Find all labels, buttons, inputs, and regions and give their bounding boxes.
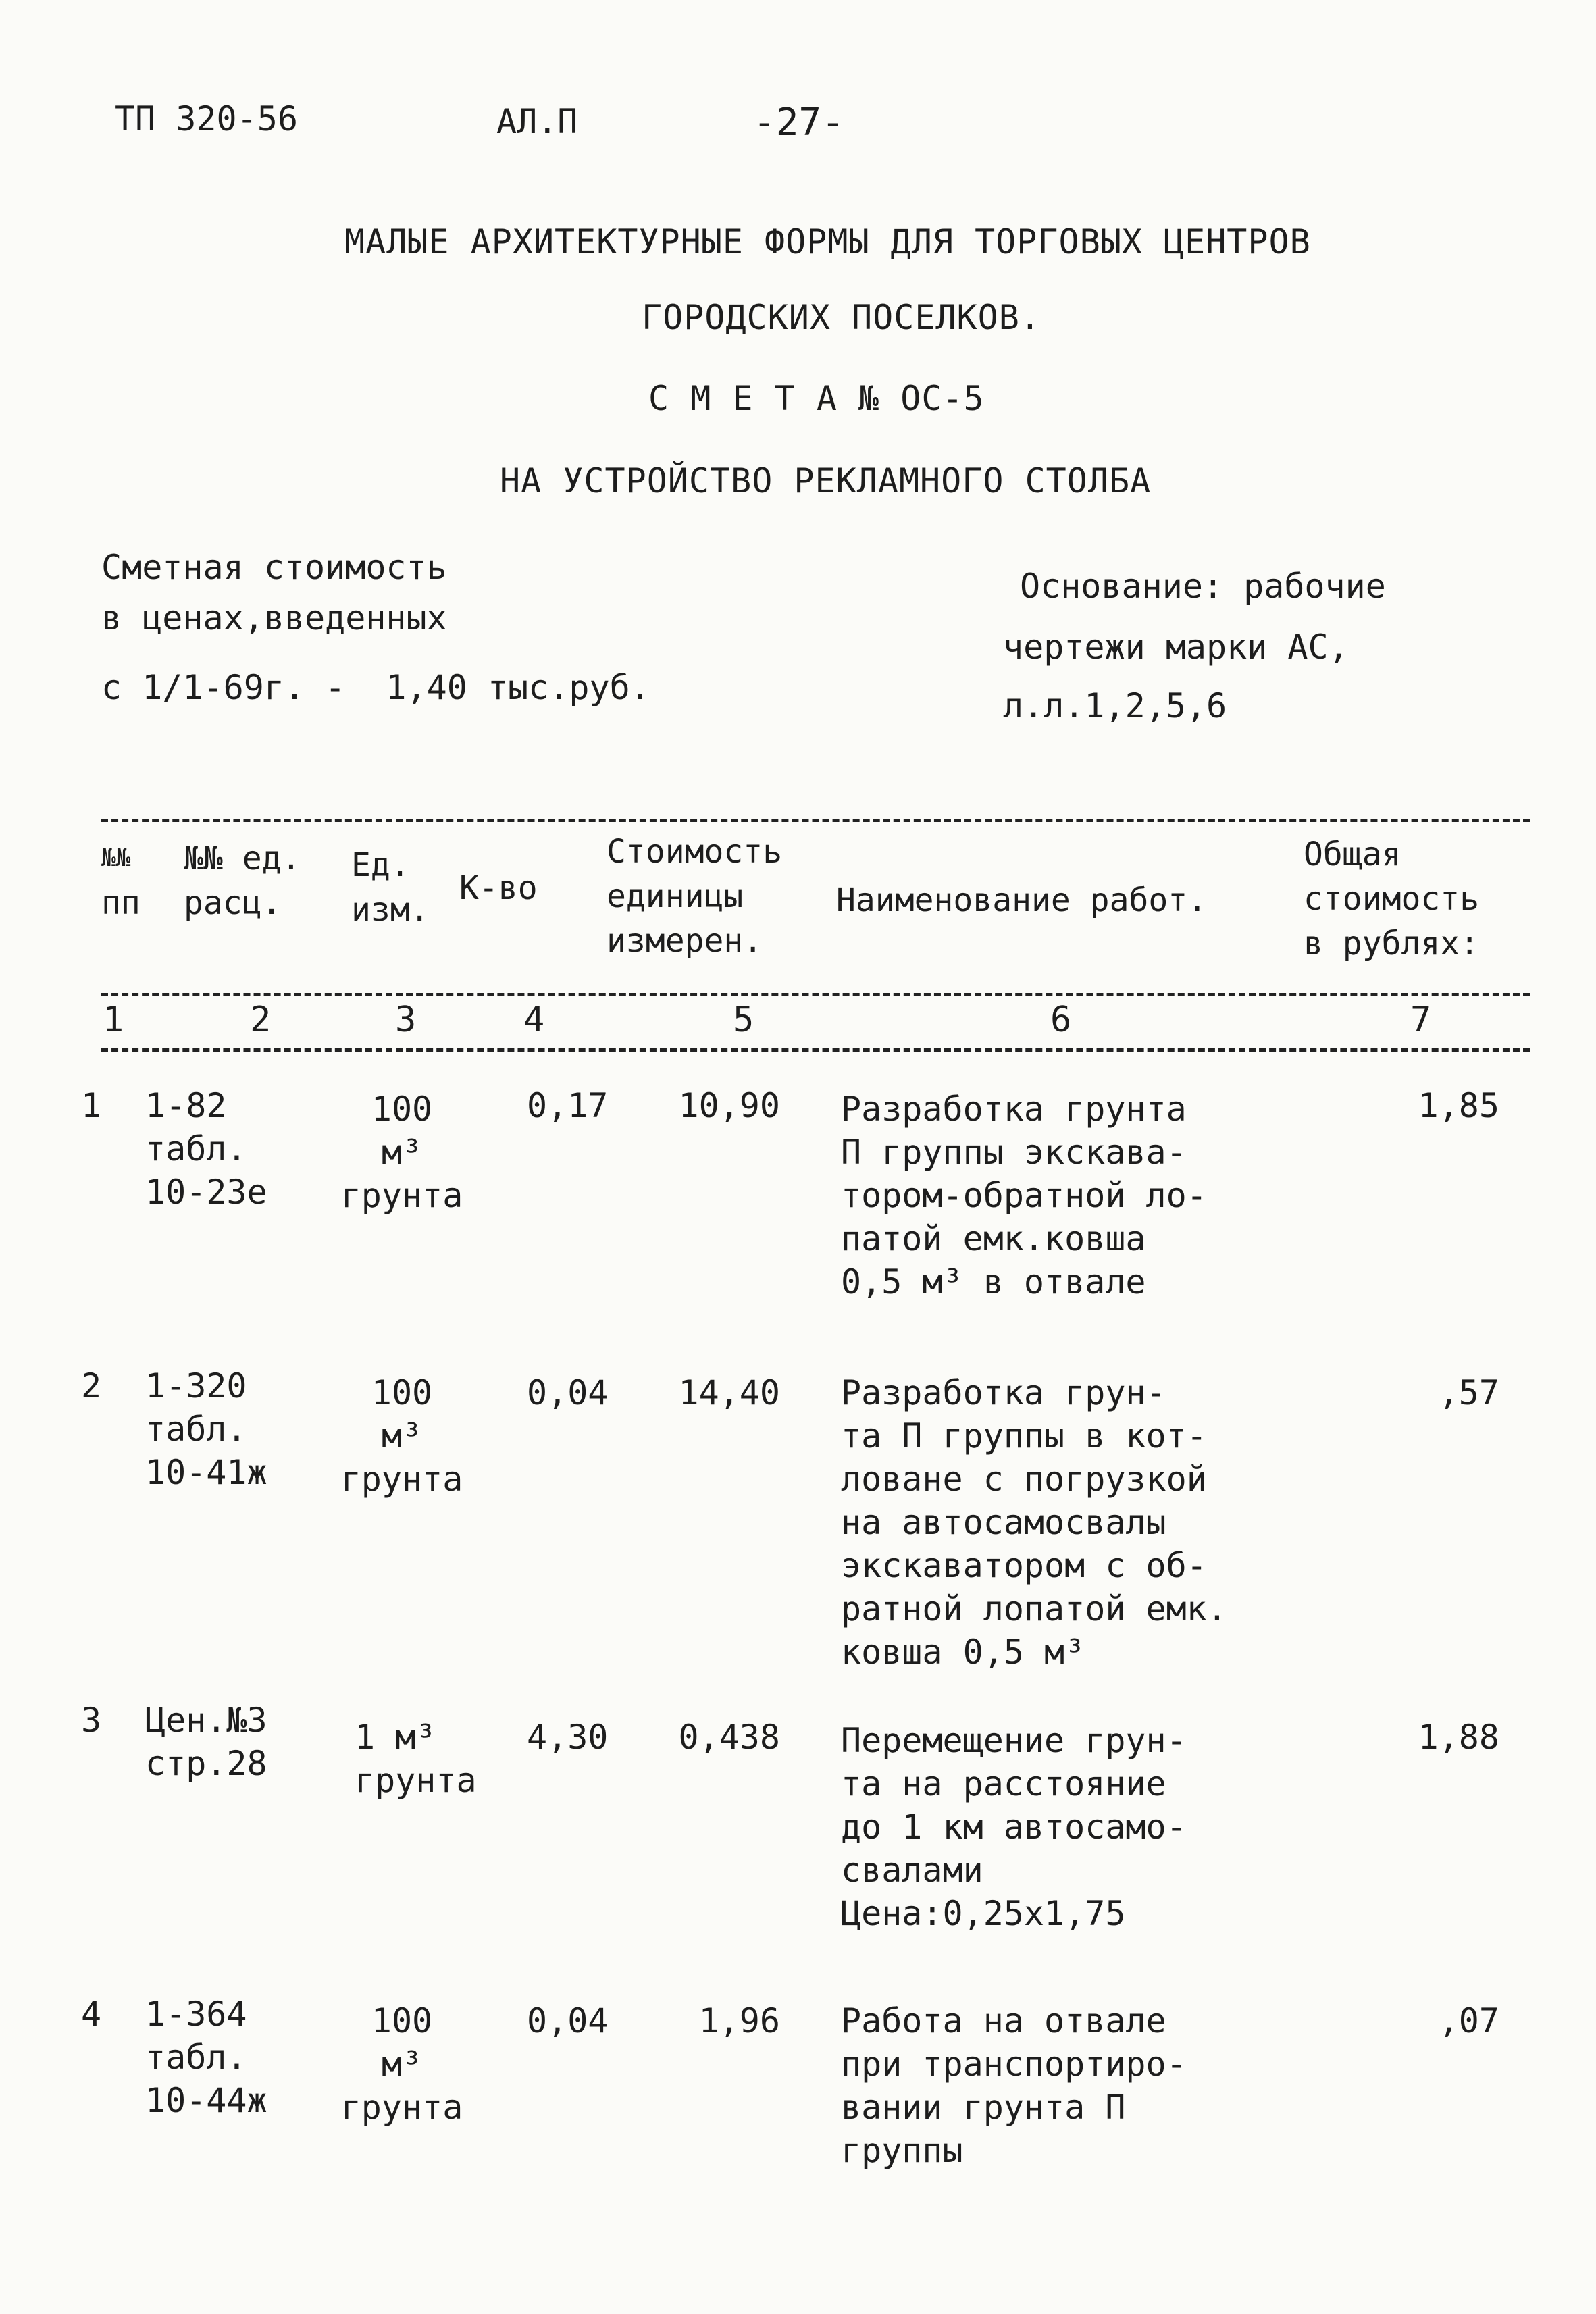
work-name: Работа на отвале при транспортиро- вании грунта П группы <box>841 2001 1187 2170</box>
work-name: Разработка грунта П группы экскава- тором-обратной ло- патой емк.ковша 0,5 м³ в отвале <box>841 1089 1207 1302</box>
rate-code: 1-364 табл. 10-44ж <box>145 1995 267 2120</box>
unit-cost: 0,438 <box>678 1718 780 1757</box>
title-line-1: МАЛЫЕ АРХИТЕКТУРНЫЕ ФОРМЫ ДЛЯ ТОРГОВЫХ ЦЕНТРОВ <box>344 222 1311 261</box>
quantity: 0,04 <box>527 1373 609 1412</box>
unit-cost: 1,96 <box>698 2001 780 2040</box>
col-number-5: 5 <box>733 1000 754 1040</box>
unit: 100 м³ грунта <box>340 1373 463 1499</box>
unit: 1 м³ грунта <box>355 1718 477 1800</box>
col-header-total-cost: Общая стоимость в рублях: <box>1304 835 1480 962</box>
estimate-title: С М Е Т А № ОС-5 <box>648 379 985 418</box>
quantity: 4,30 <box>527 1718 609 1757</box>
total-cost: 1,88 <box>1418 1718 1499 1757</box>
column-numbers-rule <box>101 1048 1530 1052</box>
header-bottom-rule <box>101 993 1530 996</box>
work-name: Разработка грун- та П группы в кот- ловане с погрузкой на автосамосвалы экскаватором с об- ратной лопатой емк. ковша 0,5 м³ <box>841 1373 1227 1672</box>
quantity: 0,17 <box>527 1086 609 1125</box>
basis-line-3: л.л.1,2,5,6 <box>1003 686 1227 725</box>
rate-code: 1-82 табл. 10-23е <box>145 1086 267 1212</box>
col-header-rate-code: №№ ед. расц. <box>184 840 301 922</box>
total-cost: ,07 <box>1438 2001 1499 2040</box>
unit: 100 м³ грунта <box>340 1089 463 1215</box>
rate-code: Цен.№3 стр.28 <box>145 1701 267 1783</box>
row-number: 4 <box>81 1995 102 2034</box>
title-line-4: НА УСТРОЙСТВО РЕКЛАМНОГО СТОЛБА <box>500 461 1152 500</box>
total-cost: 1,85 <box>1418 1086 1499 1125</box>
basis-line-1: Основание: рабочие <box>1020 567 1386 606</box>
col-header-unit: Ед. изм. <box>351 846 430 929</box>
col-number-2: 2 <box>250 1000 272 1040</box>
title-line-2: ГОРОДСКИХ ПОСЕЛКОВ. <box>642 298 1041 337</box>
album-number: АЛ.П <box>496 102 578 141</box>
col-header-quantity: К-во <box>459 869 538 907</box>
table-top-rule <box>101 819 1530 822</box>
col-number-6: 6 <box>1050 1000 1072 1040</box>
unit-cost: 10,90 <box>678 1086 780 1125</box>
col-header-unit-cost: Стоимость единицы измерен. <box>607 833 783 960</box>
col-number-7: 7 <box>1410 1000 1432 1040</box>
basis-line-2: чертежи марки АС, <box>1003 627 1349 667</box>
cost-line-3: с 1/1-69г. - 1,40 тыс.руб. <box>101 668 650 707</box>
col-header-work-name: Наименование работ. <box>836 881 1208 919</box>
quantity: 0,04 <box>527 2001 609 2040</box>
total-cost: ,57 <box>1438 1373 1499 1412</box>
doc-code: ТП 320-56 <box>115 99 298 138</box>
col-number-3: 3 <box>395 1000 417 1040</box>
col-header-number: №№ пп <box>101 844 140 922</box>
work-name: Перемещение грун- та на расстояние до 1 км автосамо- свалами Цена:0,25х1,75 <box>841 1721 1187 1933</box>
col-number-4: 4 <box>523 1000 545 1040</box>
row-number: 1 <box>81 1086 102 1125</box>
unit-cost: 14,40 <box>678 1373 780 1412</box>
col-number-1: 1 <box>103 1000 124 1040</box>
row-number: 3 <box>81 1701 102 1740</box>
unit: 100 м³ грунта <box>340 2001 463 2127</box>
cost-line-2: в ценах,введенных <box>101 598 447 638</box>
row-number: 2 <box>81 1366 102 1406</box>
rate-code: 1-320 табл. 10-41ж <box>145 1366 267 1492</box>
page-number: -27- <box>753 101 844 145</box>
cost-line-1: Сметная стоимость <box>101 548 447 587</box>
